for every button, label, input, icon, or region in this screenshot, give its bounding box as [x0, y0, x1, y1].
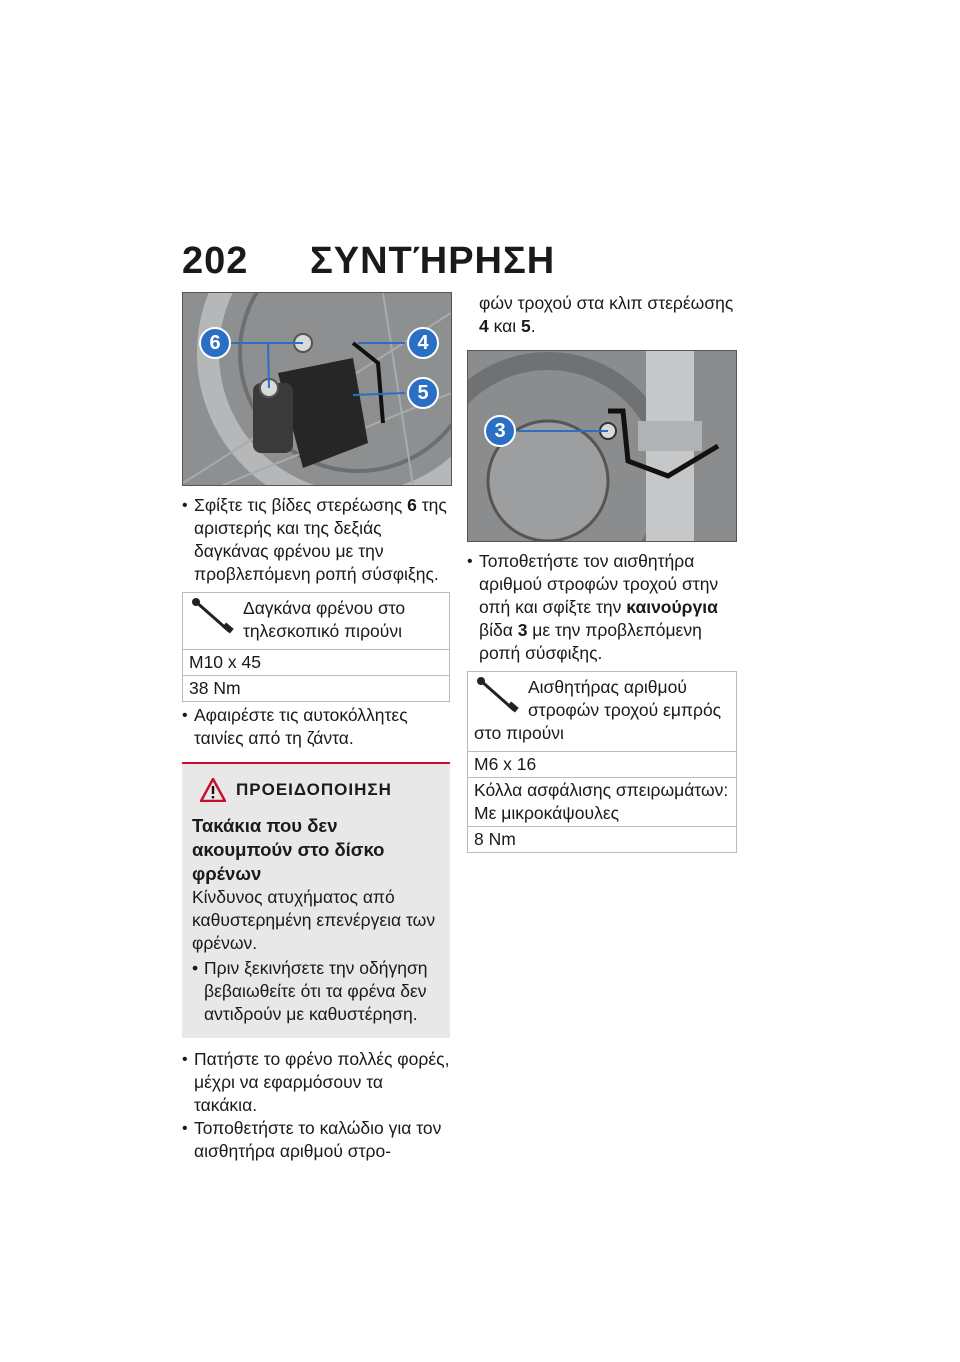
- spec-header: [468, 672, 736, 752]
- spec-table-caliper: [182, 592, 450, 702]
- right-steps: [467, 550, 737, 665]
- spec-table-sensor: [467, 671, 737, 853]
- callout-6: 6: [199, 327, 231, 359]
- warning-triangle-icon: [200, 778, 226, 802]
- spec-row: M6 x 16: [468, 752, 736, 778]
- warning-title: [200, 778, 440, 802]
- step-press-brake: • Πατήστε το φρένο πολλές φορές, μέχρι να εφαρμόσουν τα τακάκια.: [182, 1048, 450, 1117]
- left-steps-3: [182, 1048, 450, 1163]
- page-number: 202: [182, 240, 249, 282]
- step-install-sensor: • Τοποθετήστε τον αισθητήρα αριθμού στροφών τροχού στην οπή και σφίξτε την καινούργια βίδα 3 με την προβλεπόμενη ροπή σύσφιξης.: [467, 550, 737, 665]
- wheel-sensor-illustration: [468, 351, 736, 541]
- step-route-cable: • Τοποθετήστε το καλώδιο για τον αισθητήρα αριθμού στρο-: [182, 1117, 450, 1163]
- left-column: [182, 292, 450, 1163]
- brake-caliper-photo: [182, 292, 452, 486]
- warning-box: [182, 762, 450, 1038]
- left-steps-2: [182, 704, 450, 750]
- page-title: ΣΥΝΤΉΡΗΣΗ: [309, 240, 556, 282]
- continued-text: φών τροχού στα κλιπ στερέωσης 4 και 5.: [479, 293, 734, 336]
- warning-list: [192, 957, 440, 1026]
- left-steps-1: [182, 494, 450, 586]
- spec-row: 38 Nm: [189, 678, 241, 698]
- spec-header: [183, 593, 449, 650]
- wheel-sensor-photo: [467, 350, 737, 542]
- step-remove-tapes: • Αφαιρέστε τις αυτοκόλλητες ταινίες από τη ζάντα.: [182, 704, 450, 750]
- step-tighten-caliper: • Σφίξτε τις βίδες στερέωσης 6 της αριστερής και της δεξιάς δαγκάνας φρένου με την προβλεπόμενη ροπή σύσφιξης.: [182, 494, 450, 586]
- spec-row: Κόλλα ασφάλισης σπειρωμάτων: Με μικροκάψουλες: [468, 778, 736, 827]
- page-header: [182, 240, 555, 283]
- warning-heading: Τακάκια που δεν ακουμπούν στο δίσκο φρένων: [192, 815, 385, 884]
- warning-item: • Πριν ξεκινήσετε την οδήγηση βεβαιωθείτε ότι τα φρένα δεν αντιδρούν με καθυστέρηση.: [192, 957, 440, 1026]
- warning-label: ΠΡΟΕΙΔΟΠΟΙΗΣΗ: [236, 780, 392, 799]
- warning-text: Κίνδυνος ατυχήματος από καθυστερημένη επενέργεια των φρένων.: [192, 887, 436, 953]
- callout-3: 3: [484, 415, 516, 447]
- spec-row: 8 Nm: [474, 829, 516, 849]
- spec-title: Αισθητήρας αριθμού στροφών τροχού εμπρός στο πιρούνι: [474, 677, 722, 743]
- callout-4: 4: [407, 327, 439, 359]
- spec-row: M10 x 45: [183, 650, 449, 676]
- spec-title: Δαγκάνα φρένου στο τηλεσκοπικό πιρούνι: [243, 598, 406, 641]
- torque-wrench-icon: [189, 597, 239, 637]
- callout-5: 5: [407, 377, 439, 409]
- right-column: [467, 292, 737, 853]
- torque-wrench-icon: [474, 676, 524, 716]
